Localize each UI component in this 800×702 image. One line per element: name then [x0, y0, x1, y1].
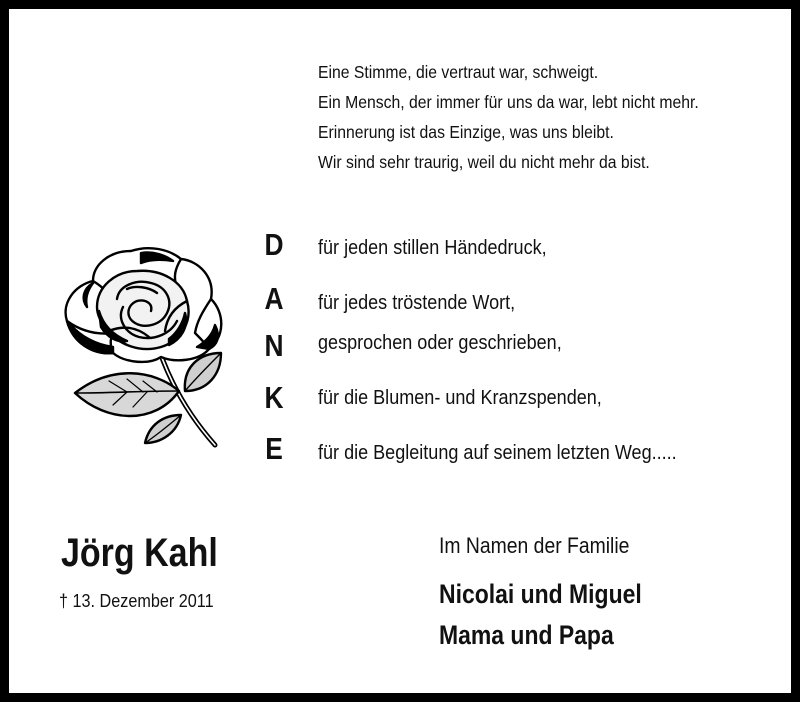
danke-letter: E — [265, 431, 283, 466]
danke-line: für die Begleitung auf seinem letzten Weg..... — [318, 441, 677, 464]
poem-line: Ein Mensch, der immer für uns da war, lebt nicht mehr. — [318, 92, 699, 112]
deceased-name: Jörg Kahl — [61, 531, 218, 575]
poem-line: Eine Stimme, die vertraut war, schweigt. — [318, 62, 599, 82]
danke-letter: A — [264, 281, 284, 316]
danke-line: gesprochen oder geschrieben, — [318, 331, 562, 354]
poem-line: Wir sind sehr traurig, weil du nicht mehr da bist. — [318, 152, 650, 172]
death-date: † 13. Dezember 2011 — [59, 591, 214, 611]
danke-letter: N — [264, 328, 284, 363]
poem-line: Erinnerung ist das Einzige, was uns bleibt. — [318, 122, 614, 142]
signer-name: Nicolai und Miguel — [439, 579, 642, 609]
danke-letter: K — [264, 380, 284, 415]
danke-line: für jeden stillen Händedruck, — [318, 236, 547, 259]
danke-letter: D — [264, 227, 284, 262]
family-intro: Im Namen der Familie — [439, 533, 630, 558]
poem — [318, 57, 741, 177]
danke-line: für die Blumen- und Kranzspenden, — [318, 386, 602, 409]
signer-name: Mama und Papa — [439, 620, 614, 650]
rose-icon — [57, 241, 227, 451]
danke-line: für jedes tröstende Wort, — [318, 291, 516, 314]
